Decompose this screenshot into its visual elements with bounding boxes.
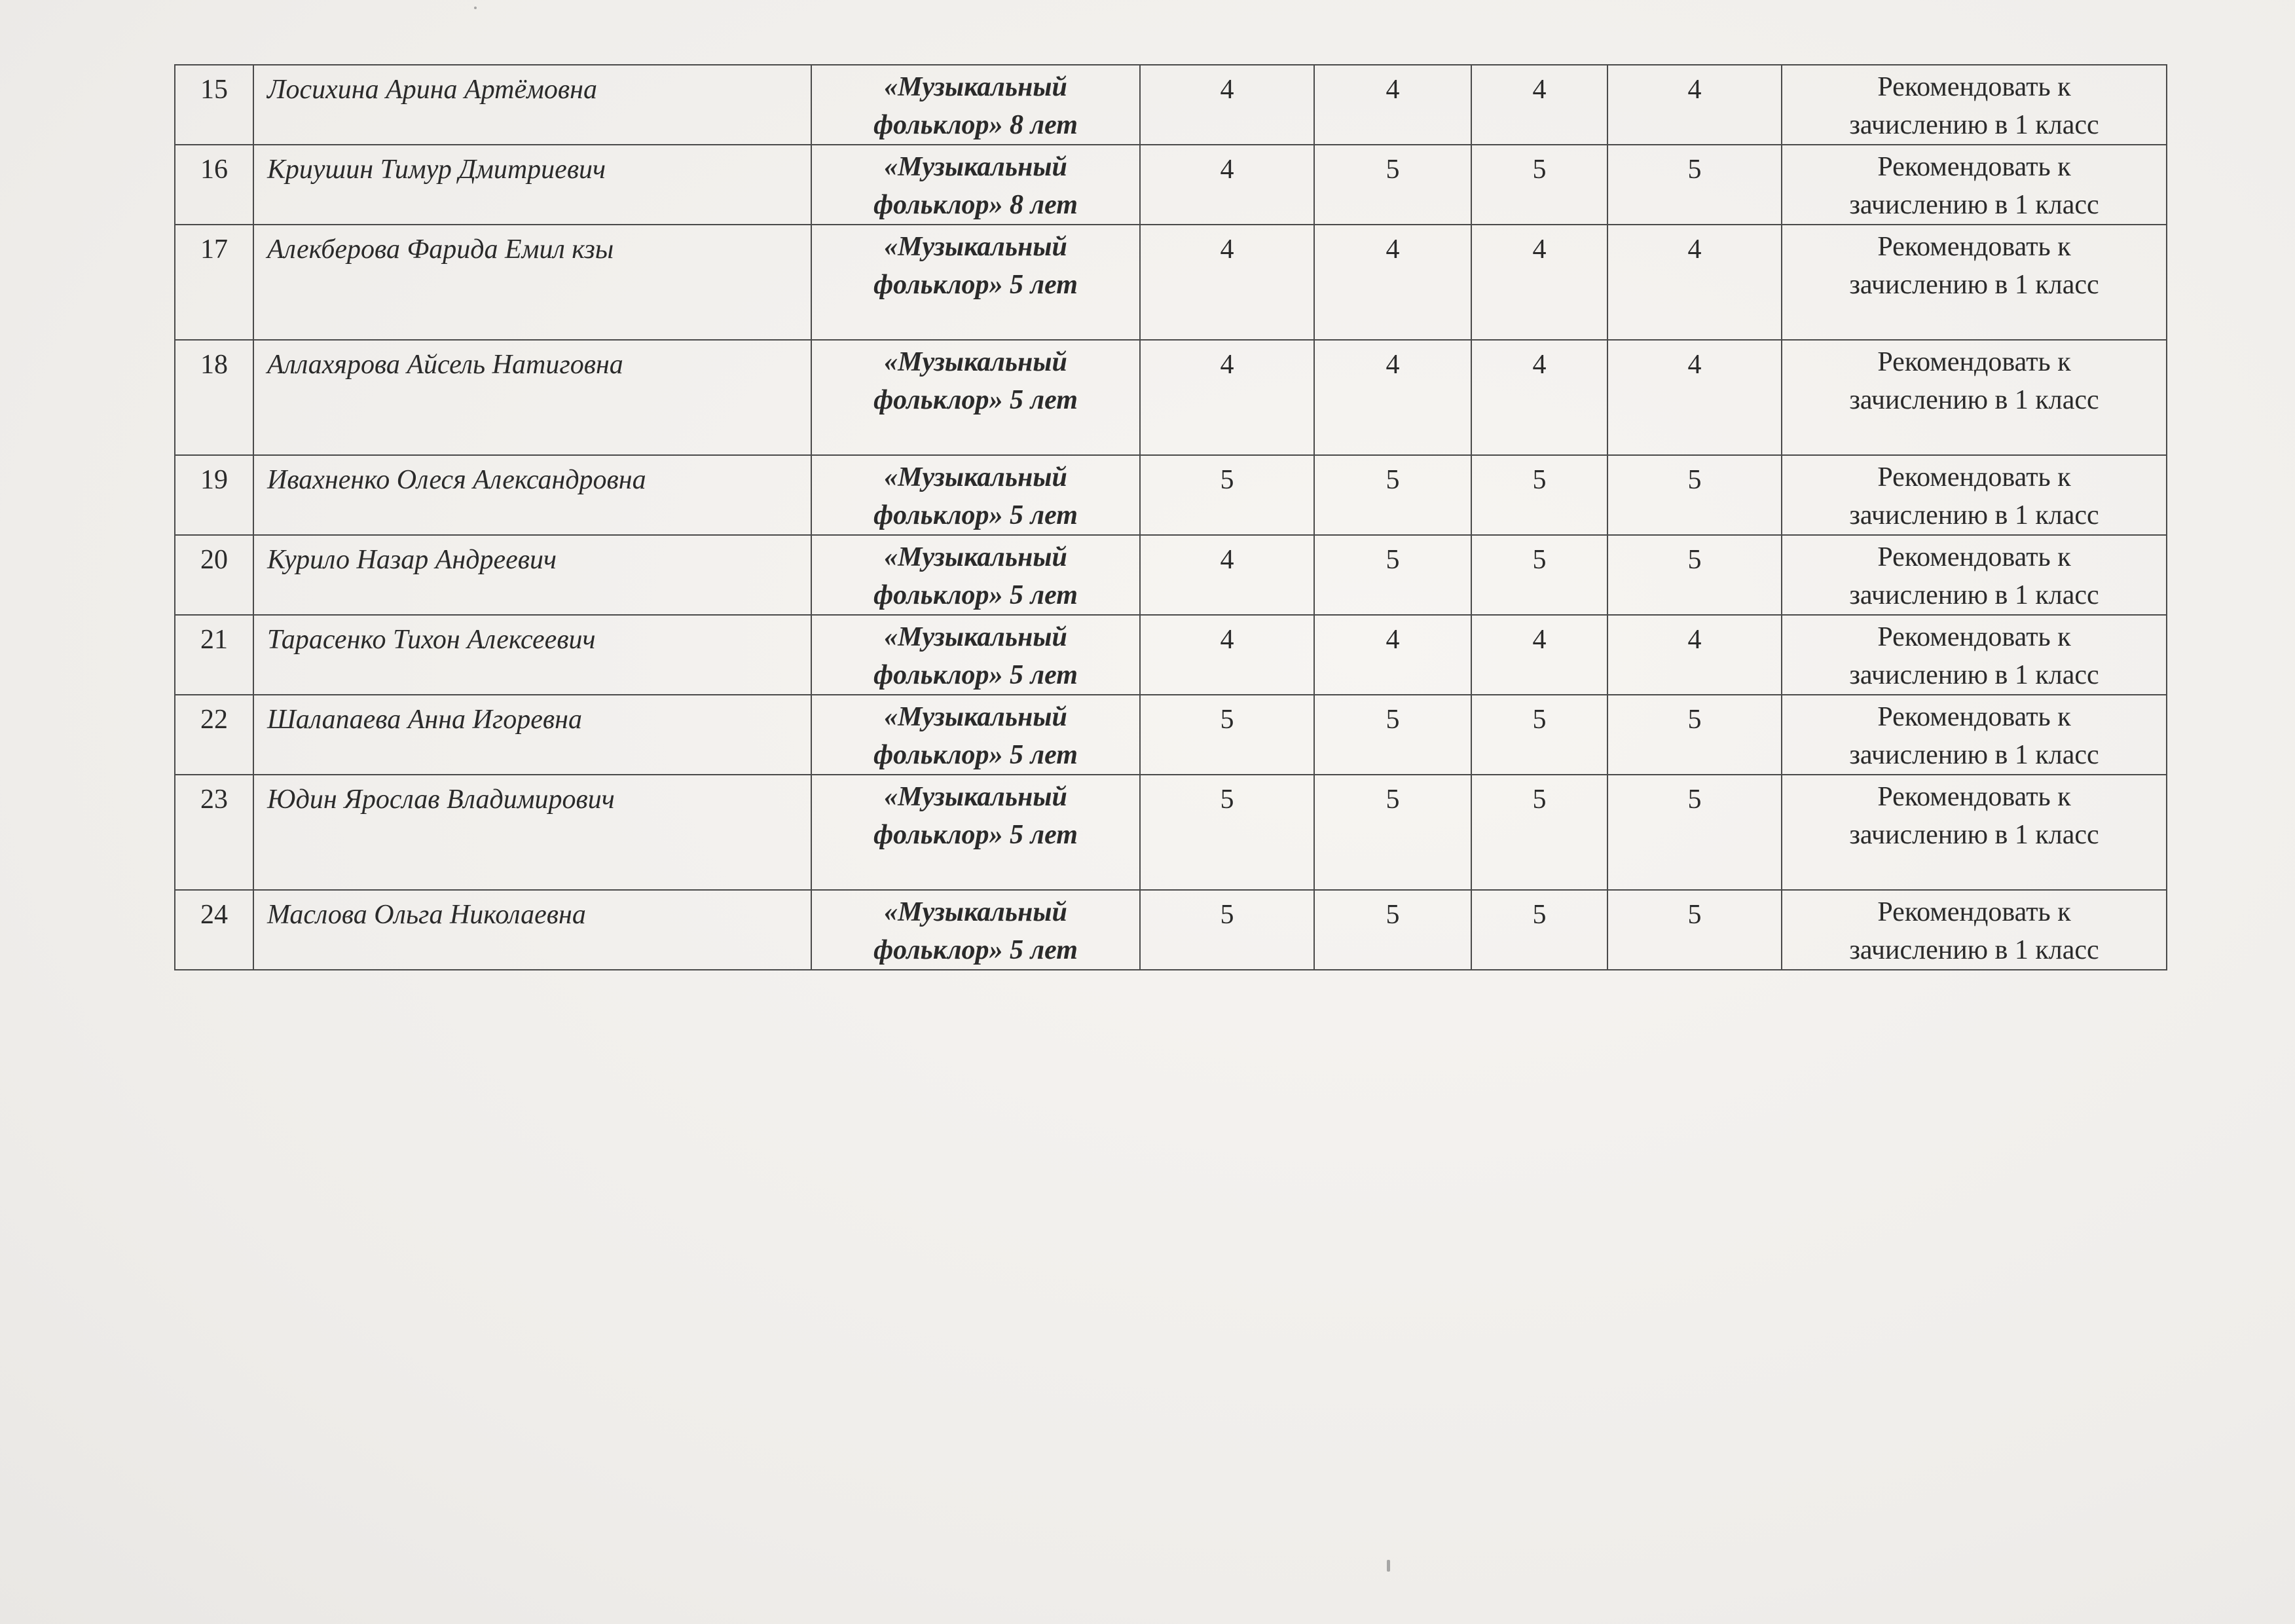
scan-speck <box>1387 1560 1390 1572</box>
student-name-cell: Маслова Ольга Николаевна <box>253 890 811 970</box>
grade-cell: 4 <box>1471 340 1607 455</box>
program-line: «Музыкальный <box>884 347 1067 377</box>
grade-cell: 5 <box>1140 775 1314 890</box>
grade-cell: 5 <box>1607 535 1782 615</box>
program-line: «Музыкальный <box>884 542 1067 572</box>
grade-cell: 4 <box>1314 340 1471 455</box>
grade-cell: 4 <box>1607 340 1782 455</box>
program-cell <box>811 145 1140 225</box>
grade-cell: 5 <box>1140 890 1314 970</box>
recommendation-cell <box>1782 890 2167 970</box>
recommendation-line: зачислению в 1 класс <box>1849 660 2099 690</box>
program-cell <box>811 775 1140 890</box>
recommendation-line: зачислению в 1 класс <box>1849 270 2099 300</box>
grade-cell: 4 <box>1314 615 1471 695</box>
grade-cell: 4 <box>1607 615 1782 695</box>
program-line: «Музыкальный <box>884 72 1067 102</box>
recommendation-cell <box>1782 775 2167 890</box>
recommendation-line: зачислению в 1 класс <box>1849 740 2099 770</box>
recommendation-line: Рекомендовать к <box>1877 542 2071 572</box>
grade-cell: 5 <box>1607 890 1782 970</box>
grade-cell: 4 <box>1607 225 1782 340</box>
recommendation-cell <box>1782 65 2167 145</box>
grade-cell: 5 <box>1314 890 1471 970</box>
student-name-cell: Ивахненко Олеся Александровна <box>253 455 811 535</box>
grade-cell: 5 <box>1607 775 1782 890</box>
row-number-cell: 15 <box>175 65 253 145</box>
program-line: фольклор» 8 лет <box>873 110 1078 140</box>
grade-cell: 5 <box>1471 535 1607 615</box>
row-number-cell: 19 <box>175 455 253 535</box>
program-cell <box>811 65 1140 145</box>
program-line: «Музыкальный <box>884 462 1067 492</box>
program-line: фольклор» 5 лет <box>873 935 1078 965</box>
table-row <box>175 615 2167 695</box>
program-cell <box>811 535 1140 615</box>
recommendation-line: зачислению в 1 класс <box>1849 110 2099 140</box>
recommendation-line: зачислению в 1 класс <box>1849 500 2099 530</box>
program-line: фольклор» 5 лет <box>873 270 1078 300</box>
table-row <box>175 65 2167 145</box>
recommendation-line: Рекомендовать к <box>1877 72 2071 102</box>
program-line: фольклор» 5 лет <box>873 820 1078 850</box>
recommendation-line: Рекомендовать к <box>1877 897 2071 927</box>
recommendation-line: зачислению в 1 класс <box>1849 190 2099 220</box>
grade-cell: 4 <box>1314 225 1471 340</box>
row-number-cell: 18 <box>175 340 253 455</box>
grade-cell: 4 <box>1140 340 1314 455</box>
student-name-cell: Лосихина Арина Артёмовна <box>253 65 811 145</box>
student-name-cell: Криушин Тимур Дмитриевич <box>253 145 811 225</box>
recommendation-line: зачислению в 1 класс <box>1849 935 2099 965</box>
recommendation-cell <box>1782 615 2167 695</box>
grade-cell: 5 <box>1314 535 1471 615</box>
grade-cell: 5 <box>1314 775 1471 890</box>
row-number-cell: 20 <box>175 535 253 615</box>
program-line: фольклор» 5 лет <box>873 580 1078 610</box>
grade-cell: 5 <box>1314 145 1471 225</box>
program-line: фольклор» 5 лет <box>873 660 1078 690</box>
table-row <box>175 695 2167 775</box>
recommendation-cell <box>1782 455 2167 535</box>
recommendation-line: Рекомендовать к <box>1877 782 2071 812</box>
student-name-cell: Шалапаева Анна Игоревна <box>253 695 811 775</box>
student-name-cell: Тарасенко Тихон Алексеевич <box>253 615 811 695</box>
student-name-cell: Алекберова Фарида Емил кзы <box>253 225 811 340</box>
student-name-cell: Аллахярова Айсель Натиговна <box>253 340 811 455</box>
grade-cell: 5 <box>1607 145 1782 225</box>
program-line: «Музыкальный <box>884 232 1067 262</box>
grade-cell: 5 <box>1471 145 1607 225</box>
table-body <box>175 65 2167 970</box>
row-number-cell: 24 <box>175 890 253 970</box>
recommendation-cell <box>1782 225 2167 340</box>
program-line: «Музыкальный <box>884 782 1067 812</box>
grade-cell: 5 <box>1471 890 1607 970</box>
recommendation-line: Рекомендовать к <box>1877 232 2071 262</box>
grade-cell: 4 <box>1314 65 1471 145</box>
student-name-cell: Курило Назар Андреевич <box>253 535 811 615</box>
recommendation-line: зачислению в 1 класс <box>1849 580 2099 610</box>
row-number-cell: 17 <box>175 225 253 340</box>
program-line: «Музыкальный <box>884 152 1067 182</box>
table-row <box>175 340 2167 455</box>
program-line: «Музыкальный <box>884 702 1067 732</box>
table-row <box>175 775 2167 890</box>
recommendation-line: Рекомендовать к <box>1877 702 2071 732</box>
grade-cell: 5 <box>1140 695 1314 775</box>
program-line: «Музыкальный <box>884 897 1067 927</box>
table-row <box>175 225 2167 340</box>
recommendation-line: зачислению в 1 класс <box>1849 385 2099 415</box>
scan-speck <box>474 7 477 9</box>
row-number-cell: 16 <box>175 145 253 225</box>
grade-cell: 5 <box>1607 695 1782 775</box>
program-cell <box>811 455 1140 535</box>
row-number-cell: 22 <box>175 695 253 775</box>
grade-cell: 5 <box>1471 455 1607 535</box>
recommendation-cell <box>1782 695 2167 775</box>
grade-cell: 4 <box>1471 65 1607 145</box>
grade-cell: 5 <box>1607 455 1782 535</box>
student-name-cell: Юдин Ярослав Владимирович <box>253 775 811 890</box>
program-cell <box>811 225 1140 340</box>
grade-cell: 4 <box>1140 65 1314 145</box>
program-cell <box>811 615 1140 695</box>
recommendation-cell <box>1782 535 2167 615</box>
recommendation-line: Рекомендовать к <box>1877 622 2071 652</box>
recommendation-cell <box>1782 145 2167 225</box>
grade-cell: 4 <box>1140 225 1314 340</box>
program-cell <box>811 340 1140 455</box>
grade-cell: 4 <box>1140 145 1314 225</box>
program-line: фольклор» 5 лет <box>873 740 1078 770</box>
table-row <box>175 455 2167 535</box>
program-cell <box>811 695 1140 775</box>
recommendation-line: зачислению в 1 класс <box>1849 820 2099 850</box>
recommendation-line: Рекомендовать к <box>1877 152 2071 182</box>
grade-cell: 4 <box>1607 65 1782 145</box>
table-row <box>175 890 2167 970</box>
grade-cell: 4 <box>1140 615 1314 695</box>
recommendation-line: Рекомендовать к <box>1877 347 2071 377</box>
recommendation-line: Рекомендовать к <box>1877 462 2071 492</box>
grade-cell: 4 <box>1140 535 1314 615</box>
grade-cell: 5 <box>1471 695 1607 775</box>
admission-results-table <box>174 64 2167 970</box>
grade-cell: 5 <box>1140 455 1314 535</box>
program-line: «Музыкальный <box>884 622 1067 652</box>
grade-cell: 5 <box>1314 695 1471 775</box>
grade-cell: 4 <box>1471 225 1607 340</box>
grade-cell: 5 <box>1314 455 1471 535</box>
table-row <box>175 145 2167 225</box>
grade-cell: 5 <box>1471 775 1607 890</box>
grade-cell: 4 <box>1471 615 1607 695</box>
program-line: фольклор» 5 лет <box>873 500 1078 530</box>
program-line: фольклор» 8 лет <box>873 190 1078 220</box>
row-number-cell: 23 <box>175 775 253 890</box>
table-row <box>175 535 2167 615</box>
row-number-cell: 21 <box>175 615 253 695</box>
program-cell <box>811 890 1140 970</box>
program-line: фольклор» 5 лет <box>873 385 1078 415</box>
recommendation-cell <box>1782 340 2167 455</box>
